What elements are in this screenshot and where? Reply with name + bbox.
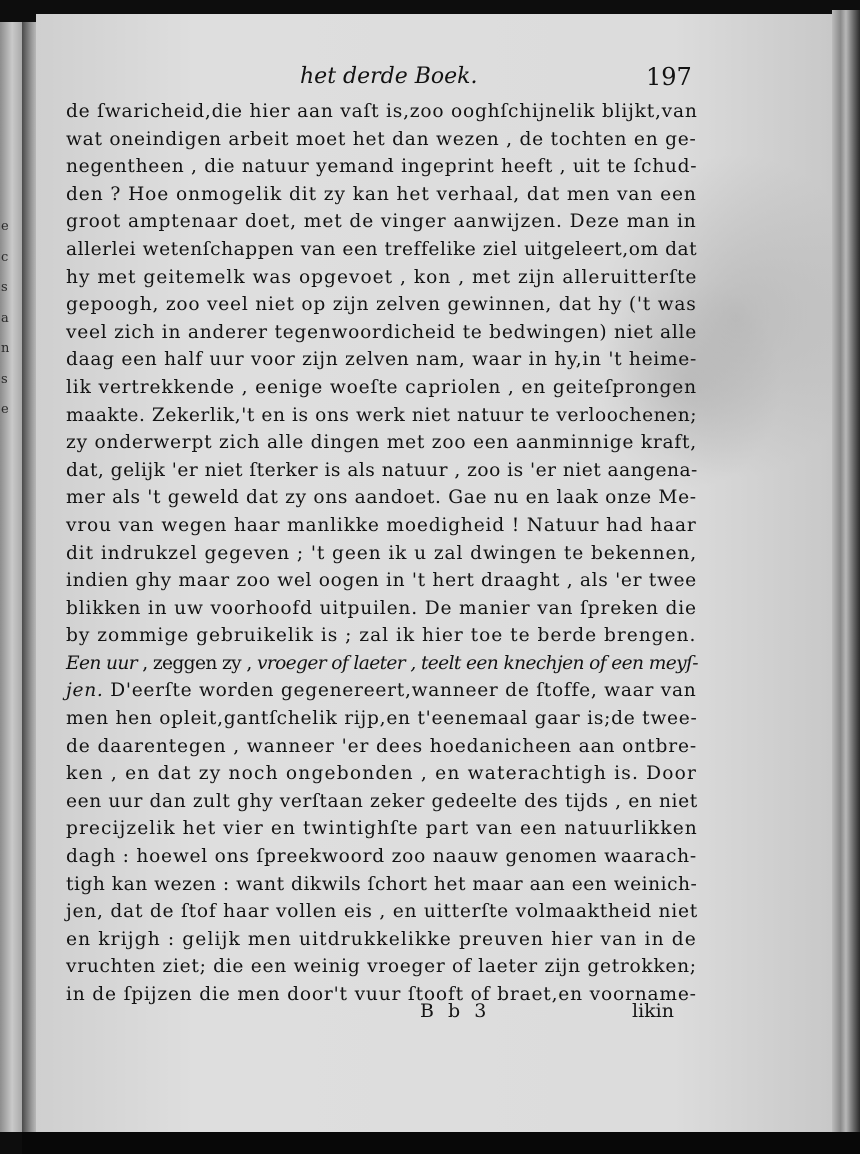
text-line: daag een half uur voor zijn zelven nam, waar in hy,in 't heime- — [66, 349, 697, 371]
text-line: precijzelik het vier en twintighſte part van een natuurlikken — [66, 818, 698, 840]
text-line: negentheen , die natuur yemand ingeprint heeft , uit te ſchud- — [66, 156, 698, 178]
text-line: mer als 't geweld dat zy ons aandoet. Gae nu en laak onze Me- — [66, 487, 697, 509]
text-line-mixed — [66, 650, 698, 678]
text-line: men hen opleit,gantſchelik rijp,en t'eenemaal gaar is;de twee- — [66, 708, 698, 730]
page-stack-edge — [832, 10, 860, 1132]
italic-phrase: jen. — [66, 680, 104, 702]
text-line: groot amptenaar doet, met de vinger aanwijzen. Deze man in — [66, 211, 697, 233]
text-line: blikken in uw voorhoofd uitpuilen. De manier van ſpreken die — [66, 597, 697, 619]
text-line: jen, dat de ſtof haar vollen eis , en uitterſte volmaaktheid niet — [66, 901, 699, 923]
left-fragment: n — [1, 341, 10, 356]
left-fragment: s — [1, 371, 8, 387]
page-number: 197 — [646, 63, 692, 91]
text-line: vruchten ziet; die een weinig vroeger of laeter zijn getrokken; — [66, 956, 697, 978]
italic-phrase: vroeger of laeter , teelt een knechjen of een meyſ- — [256, 652, 698, 674]
text-line: de daarentegen , wanneer 'er dees hoedanicheen aan ontbre- — [66, 735, 698, 757]
text-line: dat, gelijk 'er niet ſterker is als natuur , zoo is 'er niet aangena- — [66, 459, 698, 481]
text-line: in de ſpijzen die men door't vuur ſtooft of braet,en voorname- — [66, 984, 697, 1005]
left-fragment: a — [1, 310, 9, 326]
text-line: vrou van wegen haar manlikke moedigheid ! Natuur had haar — [66, 514, 697, 536]
text-line: een uur dan zult ghy verſtaan zeker gedeelte des tijds , en niet — [66, 790, 698, 812]
text-line: en krijgh : gelijk men uitdrukkelikke preuven hier van in de — [66, 928, 697, 950]
roman-phrase: , zeggen zy , — [136, 652, 257, 674]
italic-phrase: Een uur — [66, 652, 137, 674]
text-line: den ? Hoe onmogelik dit zy kan het verhaal, dat men van een — [66, 183, 697, 205]
body-text — [66, 98, 699, 1009]
text-line: veel zich in anderer tegenwoordicheid te bedwingen) niet alle — [66, 321, 697, 343]
text-line: maakte. Zekerlik,'t en is ons werk niet natuur te verloochenen; — [66, 404, 698, 426]
text-line: dagh : hoewel ons ſpreekwoord zoo naauw genomen waarach- — [66, 846, 697, 868]
left-fragment: e — [1, 219, 9, 234]
text-line: de ſwaricheid,die hier aan vaſt is,zoo ooghſchijnelik blijkt,van — [66, 101, 698, 122]
catchword: likin — [632, 1000, 674, 1022]
text-line: dit indrukzel gegeven ; 't geen ik u zal dwingen te bekennen, — [66, 542, 698, 564]
text-line: zy onderwerpt zich alle dingen met zoo een aanminnige kraft, — [66, 432, 697, 454]
roman-phrase: D'eerſte worden gegenereert,wanneer de ſtoffe, waar van — [103, 680, 697, 702]
text-line: tigh kan wezen : want dikwils ſchort het maar aan een weinich- — [66, 873, 698, 895]
text-line: gepoogh, zoo veel niet op zijn zelven gewinnen, dat hy ('t was — [66, 294, 697, 316]
running-head: het derde Boek. — [300, 64, 478, 89]
text-line: indien ghy maar zoo wel oogen in 't hert draaght , als 'er twee — [66, 570, 697, 592]
left-fragment: e — [1, 402, 9, 417]
signature-mark: B b 3 — [420, 1000, 491, 1022]
left-page-edge — [0, 22, 22, 1132]
left-fragment: c — [1, 249, 9, 265]
text-line: lik vertrekkende , eenige woeſte capriolen , en geiteſprongen — [66, 376, 697, 398]
text-line: wat oneindigen arbeit moet het dan wezen , de tochten en ge- — [66, 128, 697, 150]
text-line: ken , en dat zy noch ongebonden , en waterachtigh is. Door — [66, 763, 698, 785]
text-line: allerlei wetenſchappen van een treffelike ziel uitgeleert,om dat — [66, 238, 698, 260]
left-fragment: s — [1, 280, 8, 295]
text-line-mixed — [66, 677, 697, 705]
text-line: by zommige gebruikelik is ; zal ik hier toe te berde brengen. — [66, 625, 697, 647]
text-line: hy met geitemelk was opgevoet , kon , met zijn alleruitterſte — [66, 266, 698, 288]
bottom-edge — [22, 1132, 860, 1154]
left-page-fragments — [1, 212, 21, 426]
